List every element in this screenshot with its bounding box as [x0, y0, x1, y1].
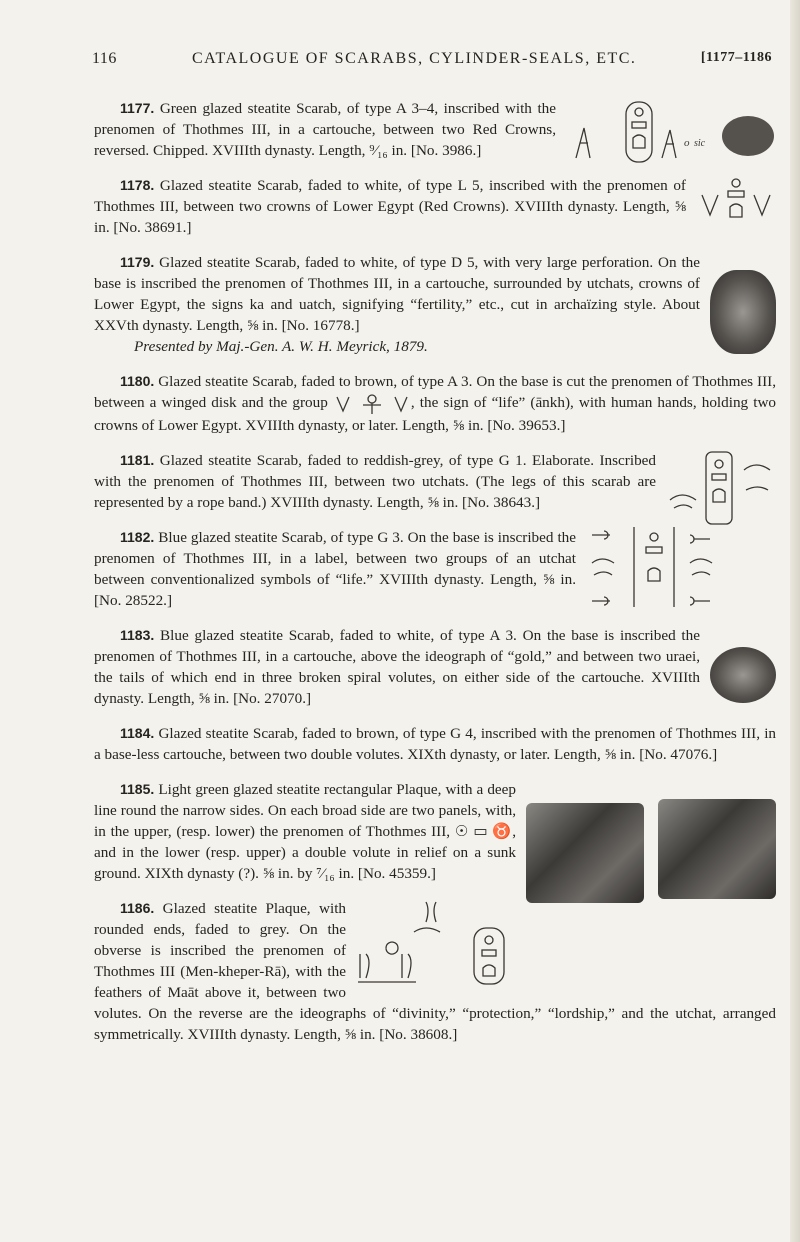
entry-text: Glazed steatite Scarab, faded to white, of type D 5, with very large perforation. On the base is inscribed the prenomen of Thothmes III, in a cartouche, surrounded by utchats, crowns of Lower Egypt, the signs ka and uatch, signifying “fertility,” etc., cut in archaïzing style. About XXVth dynasty. Length, ⅝ in. [94, 254, 700, 334]
entry-text-a: Glazed steatite Scarab, faded to brown, of type A 3. On the base is cut the prenomen of Thothmes III, between a winged disk and the group [94, 373, 777, 411]
museum-number: [No. 3986.] [410, 142, 482, 159]
running-title: CATALOGUE OF SCARABS, CYLINDER-SEALS, ETC. [192, 50, 637, 67]
entry-1186: 1186. Glazed steatite Plaque, with rounded ends, faded to grey. On the obverse is inscribed the prenomen of Thothmes III (Men-kheper-Rā), with the feathers of Maāt above it, between two volutes. On the reverse are the ideographs of “divinity,” “protection,” “lordship,” and the utchat, arranged symmetrically. XVIIIth dynasty. Length, ⅝ in. [No. 38608.] [94, 899, 776, 1043]
museum-number: [No. 16778.] [281, 317, 360, 334]
plaque-photo-side-a [526, 803, 644, 903]
entry-1177: o sic 1177. Green glazed steatite Scarab, of type A 3–4, inscribed with the prenomen of Thothmes III, in a cartouche, between two Red Crowns, reversed. Chipped. XVIIIth dynasty. Length, ⁹⁄₁₆ in. [No. 3986.] [94, 98, 776, 161]
sic-note: sic [694, 138, 706, 149]
catalogue-body [94, 98, 776, 1059]
ankh-group-glyph [333, 393, 411, 415]
entry-1182: 1182. Blue glazed steatite Scarab, of type G 3. On the base is inscribed the prenomen of Thothmes III, in a label, between two groups of an utchat between conventionalized symbols of “life.” XVIIIth dynasty. Length, ⅝ in. [No. 28522.] [94, 527, 776, 611]
hieroglyph-group-1178 [696, 175, 776, 227]
entry-1184: 1184. Glazed steatite Scarab, faded to brown, of type G 4, inscribed with the prenomen of Thothmes III, in a base-less cartouche, between two double volutes. XIXth dynasty, or later. Length, ⅝ in. [No. 47076.] [94, 724, 777, 763]
entry-range: [1177–1186 [700, 50, 772, 65]
museum-number: [No. 38643.] [462, 493, 541, 511]
entry-1179: 1179. Glazed steatite Scarab, faded to white, of type D 5, with very large perforation. On the base is inscribed the prenomen of Thothmes III, in a cartouche, surrounded by utchats, crowns of Lower Egypt, the signs ka and uatch, signifying “fertility,” etc., cut in archaïzing style. About XXVth dynasty. Length, ⅝ in. [No. 16778.] Presented by Maj.-Gen. A. W. H. Meyrick, 1879. [94, 252, 776, 357]
page-edge [790, 0, 800, 1242]
entry-text: Green glazed steatite Scarab, of type A 3–4, inscribed with the prenomen of Thothmes III, in a cartouche, between two Red Crowns, reversed. Chipped. XVIIIth dynasty. Length, ⁹⁄₁₆ in. [94, 100, 556, 159]
entry-text: Blue glazed steatite Scarab, faded to white, of type A 3. On the base is inscribed the prenomen of Thothmes III, in a cartouche, above the ideograph of “gold,” and between two uraei, the tails of which end in three broken spiral volutes, on either side of the cartouche. XVIIIth dynasty. Length, ⅝ in. [94, 626, 700, 707]
scarab-photo-1179 [710, 270, 776, 354]
entry-1178: 1178. Glazed steatite Scarab, faded to white, of type L 5, inscribed with the prenomen of Thothmes III, between two crowns of Lower Egypt (Red Crowns). XVIIIth dynasty. Length, ⅝ in. [No. 38691.] [94, 175, 776, 238]
svg-text:o: o [684, 137, 690, 149]
entry-text: Light green glazed steatite rectangular Plaque, with a deep line round the narrow sides. On each broad side are two panels, with, in the upper, (resp. lower) the prenomen of Thothmes III, ☉ ▭ ♉, and in the lower (resp. upper) a double volute in relief on a sunk ground. XIXth dynasty (?). ⅝ in. by ⁷⁄₁₆ in. [94, 780, 517, 882]
scarab-photo-1183 [710, 647, 776, 703]
museum-number: [No. 39653.] [487, 416, 566, 434]
museum-number: [No. 27070.] [233, 689, 312, 707]
museum-number: [No. 45359.] [357, 864, 436, 882]
hieroglyph-group-1177 [566, 98, 776, 166]
plaque-photo-side-b [658, 799, 776, 899]
hieroglyph-group-1182 [586, 527, 776, 607]
entry-text: Blue glazed steatite Scarab, of type G 3. On the base is inscribed the prenomen of Thothmes III, in a label, between two groups of an utchat between conventionalized symbols of “life.” XVIIIth dynasty. Length, ⅝ in. [94, 528, 577, 588]
hieroglyph-group-1181 [666, 450, 776, 526]
entry-1180: 1180. Glazed steatite Scarab, faded to brown, of type A 3. On the base is cut the prenomen of Thothmes III, between a winged disk and the group , the sign of “life” (ānkh), with human hands, holding two crowns of Lower Egypt. XVIIIth dynasty, or later. Length, ⅝ in. [No. 39653.] [94, 373, 777, 434]
entry-1185: 1185. Light green glazed steatite rectangular Plaque, with a deep line round the narrow sides. On each broad side are two panels, with, in the upper, (resp. lower) the prenomen of Thothmes III, ☉ ▭ ♉, and in the lower (resp. upper) a double volute in relief on a sunk ground. XIXth dynasty (?). ⅝ in. by ⁷⁄₁₆ in. [No. 45359.] [94, 779, 776, 884]
museum-number: [No. 38608.] [379, 1025, 458, 1043]
entry-1183: 1183. Blue glazed steatite Scarab, faded to white, of type A 3. On the base is inscribed the prenomen of Thothmes III, in a cartouche, above the ideograph of “gold,” and between two uraei, the tails of which end in three broken spiral volutes, on either side of the cartouche. XVIIIth dynasty. Length, ⅝ in. [No. 27070.] [94, 625, 776, 709]
plaque-photos-1185 [526, 799, 776, 909]
museum-number: [No. 28522.] [94, 591, 173, 609]
entry-text: Glazed steatite Scarab, faded to white, of type L 5, inscribed with the prenomen of Thothmes III, between two crowns of Lower Egypt (Red Crowns). XVIIIth dynasty. Length, ⅝ in. [94, 177, 686, 236]
entry-text: Glazed steatite Scarab, faded to reddish-grey, of type G 1. Elaborate. Inscribed with the prenomen of Thothmes III, between two utchats. (The legs of this scarab are represented by a rope band.) XVIIIth dynasty. Length, ⅝ in. [94, 451, 657, 511]
entry-text: Glazed steatite Plaque, with rounded ends, faded to grey. On the obverse is inscribed the prenomen of Thothmes III (Men-kheper-Rā), with the feathers of Maāt above it, between two volutes. On the reverse are the ideographs of “divinity,” “protection,” “lordship,” and the utchat, arranged symmetrically. XVIIIth dynasty. Length, ⅝ in. [94, 899, 776, 1043]
entry-1181: 1181. Glazed steatite Scarab, faded to reddish-grey, of type G 1. Elaborate. Inscribed with the prenomen of Thothmes III, between two utchats. (The legs of this scarab are represented by a rope band.) XVIIIth dynasty. Length, ⅝ in. [No. 38643.] [94, 450, 776, 513]
presented-by: Presented by Maj.-Gen. A. W. H. Meyrick, 1879. [134, 338, 428, 355]
entry-text: Glazed steatite Scarab, faded to brown, of type G 4, inscribed with the prenomen of Thothmes III, in a base-less cartouche, between two double volutes. XIXth dynasty, or later. Length, ⅝ in. [94, 724, 777, 763]
museum-number: [No. 47076.] [639, 745, 718, 763]
page-number: 116 [92, 50, 117, 67]
museum-number: [No. 38691.] [113, 219, 192, 236]
hieroglyph-group-1186 [356, 898, 516, 986]
entry-text-b: , the sign of “life” (ānkh), with human hands, holding two crowns of Lower Egypt. XVIIIth dynasty, or later. Length, ⅝ in. [94, 394, 777, 434]
